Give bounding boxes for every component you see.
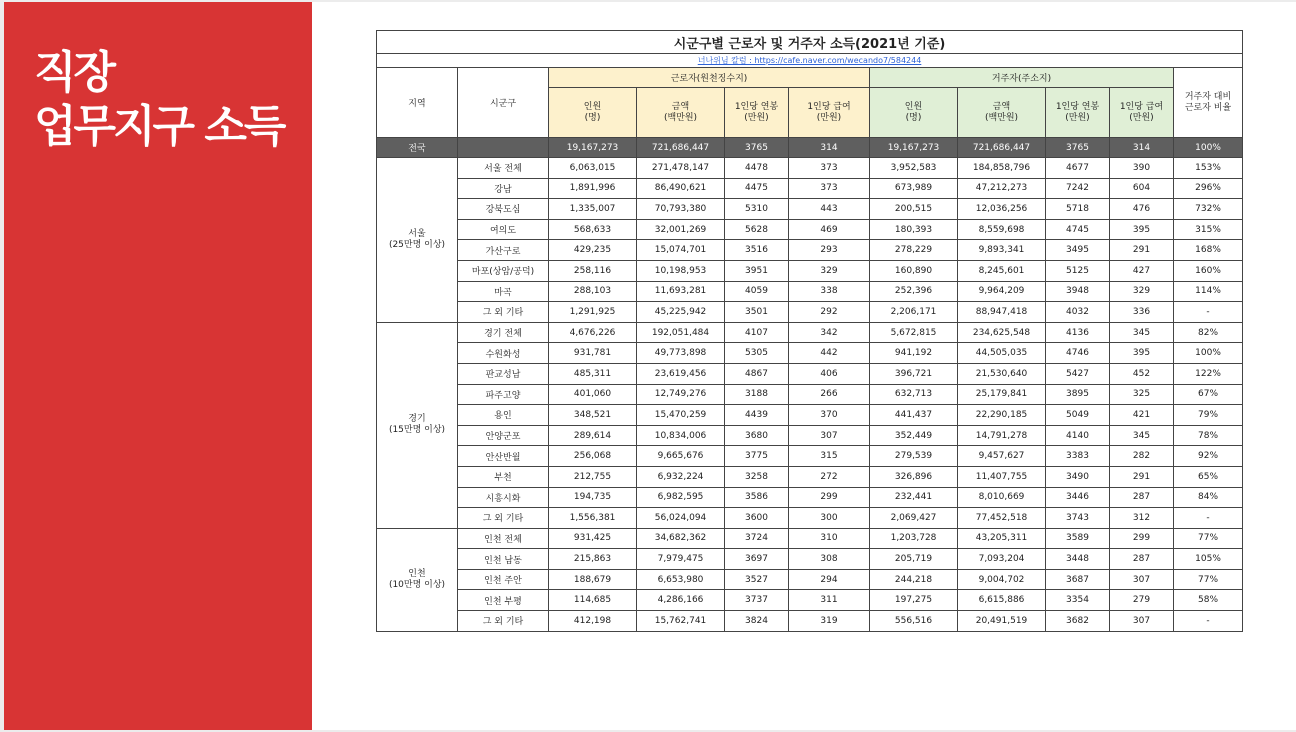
table-cell: 329	[789, 260, 870, 281]
table-cell: 4,676,226	[549, 322, 637, 343]
header-ratio: 거주자 대비 근로자 비율	[1174, 68, 1243, 138]
national-cell: 100%	[1174, 138, 1243, 158]
table-cell: 326,896	[870, 466, 958, 487]
table-row	[377, 199, 1243, 220]
table-cell: 3516	[725, 240, 789, 261]
table-cell: 1,556,381	[549, 508, 637, 529]
table-row	[377, 611, 1243, 632]
table-cell: 45,225,942	[637, 302, 725, 323]
table-cell: 395	[1110, 343, 1174, 364]
table-cell: 9,964,209	[958, 281, 1046, 302]
table-cell: 192,051,484	[637, 322, 725, 343]
region-label: 서울 (25만명 이상)	[377, 158, 458, 323]
table-cell: 370	[789, 405, 870, 426]
table-cell: 604	[1110, 178, 1174, 199]
table-cell: 3737	[725, 590, 789, 611]
national-cell: 3765	[725, 138, 789, 158]
table-cell: 5427	[1046, 363, 1110, 384]
table-cell: 9,457,627	[958, 446, 1046, 467]
table-cell: 5125	[1046, 260, 1110, 281]
table-cell: 312	[1110, 508, 1174, 529]
table-cell: 5049	[1046, 405, 1110, 426]
table-cell: 34,682,362	[637, 528, 725, 549]
table-cell: 307	[1110, 569, 1174, 590]
table-cell: 3446	[1046, 487, 1110, 508]
table-cell: 3188	[725, 384, 789, 405]
table-cell: 14,791,278	[958, 425, 1046, 446]
table-cell: 3448	[1046, 549, 1110, 570]
table-row	[377, 508, 1243, 529]
table-cell: 20,491,519	[958, 611, 1046, 632]
table-cell: 10,198,953	[637, 260, 725, 281]
table-cell: 10,834,006	[637, 425, 725, 446]
header-district: 시군구	[458, 68, 549, 138]
table-cell: 44,505,035	[958, 343, 1046, 364]
table-cell: 673,989	[870, 178, 958, 199]
national-cell: 19,167,273	[549, 138, 637, 158]
table-title: 시군구별 근로자 및 거주자 소득(2021년 기준)	[377, 31, 1243, 54]
table-cell: 15,074,701	[637, 240, 725, 261]
table-cell: 3383	[1046, 446, 1110, 467]
national-cell: 314	[1110, 138, 1174, 158]
table-cell: 160%	[1174, 260, 1243, 281]
table-cell: 315	[789, 446, 870, 467]
table-row	[377, 363, 1243, 384]
district-cell: 그 외 기타	[458, 611, 549, 632]
table-cell: 476	[1110, 199, 1174, 220]
table-cell: 442	[789, 343, 870, 364]
table-cell: 114,685	[549, 590, 637, 611]
table-cell: 88,947,418	[958, 302, 1046, 323]
table-cell: 9,665,676	[637, 446, 725, 467]
national-cell: 721,686,447	[637, 138, 725, 158]
table-cell: 396,721	[870, 363, 958, 384]
table-cell: 310	[789, 528, 870, 549]
table-cell: 6,653,980	[637, 569, 725, 590]
table-cell: 114%	[1174, 281, 1243, 302]
table-cell: 485,311	[549, 363, 637, 384]
table-row	[377, 425, 1243, 446]
table-cell: 3589	[1046, 528, 1110, 549]
table-cell: 3680	[725, 425, 789, 446]
table-row	[377, 528, 1243, 549]
district-cell: 수원화성	[458, 343, 549, 364]
table-cell: 77%	[1174, 569, 1243, 590]
header-worker-amount: 금액 (백만원)	[637, 88, 725, 138]
table-cell: 278,229	[870, 240, 958, 261]
header-resident-group: 거주자(주소지)	[870, 68, 1174, 88]
district-cell: 강남	[458, 178, 549, 199]
district-cell: 인천 주안	[458, 569, 549, 590]
header-resident-amount: 금액 (백만원)	[958, 88, 1046, 138]
table-cell: 4,286,166	[637, 590, 725, 611]
table-cell: 180,393	[870, 219, 958, 240]
table-cell: 3948	[1046, 281, 1110, 302]
table-cell: 200,515	[870, 199, 958, 220]
table-cell: 78%	[1174, 425, 1243, 446]
table-cell: 3682	[1046, 611, 1110, 632]
table-cell: 452	[1110, 363, 1174, 384]
table-cell: 205,719	[870, 549, 958, 570]
table-cell: 11,693,281	[637, 281, 725, 302]
table-cell: 345	[1110, 322, 1174, 343]
table-cell: 188,679	[549, 569, 637, 590]
district-cell: 강북도심	[458, 199, 549, 220]
table-cell: 3354	[1046, 590, 1110, 611]
table-cell: 293	[789, 240, 870, 261]
table-cell: 1,891,996	[549, 178, 637, 199]
table-cell: 3600	[725, 508, 789, 529]
table-cell: 2,069,427	[870, 508, 958, 529]
table-cell: 292	[789, 302, 870, 323]
table-cell: 252,396	[870, 281, 958, 302]
table-row	[377, 549, 1243, 570]
table-cell: 266	[789, 384, 870, 405]
table-cell: 4439	[725, 405, 789, 426]
table-cell: 3775	[725, 446, 789, 467]
header-worker-annual: 1인당 연봉 (만원)	[725, 88, 789, 138]
table-cell: 25,179,841	[958, 384, 1046, 405]
district-cell: 그 외 기타	[458, 302, 549, 323]
table-cell: 287	[1110, 487, 1174, 508]
table-cell: 3951	[725, 260, 789, 281]
table-cell: 232,441	[870, 487, 958, 508]
district-cell: 인천 부평	[458, 590, 549, 611]
table-cell: 289,614	[549, 425, 637, 446]
table-cell: 212,755	[549, 466, 637, 487]
header-resident-monthly: 1인당 급여 (만원)	[1110, 88, 1174, 138]
table-cell: 3490	[1046, 466, 1110, 487]
district-cell: 시흥시화	[458, 487, 549, 508]
table-cell: 43,205,311	[958, 528, 1046, 549]
table-row	[377, 322, 1243, 343]
table-cell: 632,713	[870, 384, 958, 405]
table-cell: 6,063,015	[549, 158, 637, 179]
table-row	[377, 384, 1243, 405]
district-cell: 인천 남동	[458, 549, 549, 570]
table-cell: 15,470,259	[637, 405, 725, 426]
table-cell: 3895	[1046, 384, 1110, 405]
table-cell: 65%	[1174, 466, 1243, 487]
table-cell: 406	[789, 363, 870, 384]
table-cell: 348,521	[549, 405, 637, 426]
table-row	[377, 446, 1243, 467]
table-row	[377, 178, 1243, 199]
table-cell: 8,559,698	[958, 219, 1046, 240]
table-cell: 32,001,269	[637, 219, 725, 240]
table-cell: 325	[1110, 384, 1174, 405]
table-cell: 307	[1110, 611, 1174, 632]
table-cell: 308	[789, 549, 870, 570]
table-cell: 390	[1110, 158, 1174, 179]
income-table	[376, 30, 1243, 632]
table-row	[377, 343, 1243, 364]
table-cell: 931,425	[549, 528, 637, 549]
table-cell: 352,449	[870, 425, 958, 446]
table-cell: 421	[1110, 405, 1174, 426]
header-resident-count: 인원 (명)	[870, 88, 958, 138]
table-cell: 168%	[1174, 240, 1243, 261]
district-cell: 그 외 기타	[458, 508, 549, 529]
table-cell: 7,979,475	[637, 549, 725, 570]
table-cell: 319	[789, 611, 870, 632]
table-row	[377, 260, 1243, 281]
table-cell: 1,291,925	[549, 302, 637, 323]
table-cell: 4136	[1046, 322, 1110, 343]
table-cell: 4745	[1046, 219, 1110, 240]
table-cell: 4032	[1046, 302, 1110, 323]
district-cell: 안산반월	[458, 446, 549, 467]
table-cell: 282	[1110, 446, 1174, 467]
table-cell: 23,619,456	[637, 363, 725, 384]
table-cell: 56,024,094	[637, 508, 725, 529]
table-cell: 77%	[1174, 528, 1243, 549]
district-cell: 여의도	[458, 219, 549, 240]
table-cell: 345	[1110, 425, 1174, 446]
table-cell: 194,735	[549, 487, 637, 508]
table-cell: 732%	[1174, 199, 1243, 220]
table-cell: 3258	[725, 466, 789, 487]
table-cell: 296%	[1174, 178, 1243, 199]
table-cell: 401,060	[549, 384, 637, 405]
table-cell: 3743	[1046, 508, 1110, 529]
district-cell: 부천	[458, 466, 549, 487]
table-cell: 5310	[725, 199, 789, 220]
table-cell: 4867	[725, 363, 789, 384]
source-link[interactable]: 너나위님 칼럼 : https://cafe.naver.com/wecando7/584244	[377, 54, 1243, 68]
header-worker-monthly: 1인당 급여 (만원)	[789, 88, 870, 138]
table-cell: 1,335,007	[549, 199, 637, 220]
table-cell: -	[1174, 611, 1243, 632]
header-worker-group: 근로자(원천징수지)	[549, 68, 870, 88]
sidebar-panel	[4, 2, 312, 730]
table-row	[377, 281, 1243, 302]
table-cell: 941,192	[870, 343, 958, 364]
table-cell: 2,206,171	[870, 302, 958, 323]
table-cell: 6,932,224	[637, 466, 725, 487]
table-cell: 3724	[725, 528, 789, 549]
table-cell: 22,290,185	[958, 405, 1046, 426]
table-cell: 4478	[725, 158, 789, 179]
table-cell: 4746	[1046, 343, 1110, 364]
table-cell: 70,793,380	[637, 199, 725, 220]
table-cell: 4140	[1046, 425, 1110, 446]
table-cell: 8,010,669	[958, 487, 1046, 508]
table-cell: 77,452,518	[958, 508, 1046, 529]
table-cell: 429,235	[549, 240, 637, 261]
table-cell: 5628	[725, 219, 789, 240]
table-cell: 153%	[1174, 158, 1243, 179]
table-cell: 105%	[1174, 549, 1243, 570]
table-cell: 12,749,276	[637, 384, 725, 405]
table-cell: 291	[1110, 466, 1174, 487]
table-cell: 3687	[1046, 569, 1110, 590]
table-cell: 336	[1110, 302, 1174, 323]
table-row	[377, 487, 1243, 508]
table-cell: -	[1174, 302, 1243, 323]
table-cell: 307	[789, 425, 870, 446]
table-cell: 234,625,548	[958, 322, 1046, 343]
table-row	[377, 405, 1243, 426]
table-cell: 279	[1110, 590, 1174, 611]
table-row	[377, 466, 1243, 487]
table-cell: 4107	[725, 322, 789, 343]
district-cell: 마포(상암/공덕)	[458, 260, 549, 281]
table-cell: 7,093,204	[958, 549, 1046, 570]
table-cell: 21,530,640	[958, 363, 1046, 384]
table-cell: 1,203,728	[870, 528, 958, 549]
header-region: 지역	[377, 68, 458, 138]
table-cell: 441,437	[870, 405, 958, 426]
table-cell: 315%	[1174, 219, 1243, 240]
table-cell: 82%	[1174, 322, 1243, 343]
table-body	[377, 158, 1243, 632]
region-label: 경기 (15만명 이상)	[377, 322, 458, 528]
table-cell: 49,773,898	[637, 343, 725, 364]
national-cell: 3765	[1046, 138, 1110, 158]
table-cell: 160,890	[870, 260, 958, 281]
table-cell: 329	[1110, 281, 1174, 302]
table-cell: 47,212,273	[958, 178, 1046, 199]
table-cell: 84%	[1174, 487, 1243, 508]
table-cell: 338	[789, 281, 870, 302]
table-row	[377, 219, 1243, 240]
table-cell: 100%	[1174, 343, 1243, 364]
header-resident-annual: 1인당 연봉 (만원)	[1046, 88, 1110, 138]
table-cell: 469	[789, 219, 870, 240]
table-cell: 58%	[1174, 590, 1243, 611]
table-cell: 287	[1110, 549, 1174, 570]
table-cell: 258,116	[549, 260, 637, 281]
table-cell: 4475	[725, 178, 789, 199]
table-cell: 3824	[725, 611, 789, 632]
national-cell: 721,686,447	[958, 138, 1046, 158]
table-cell: 279,539	[870, 446, 958, 467]
table-cell: 3495	[1046, 240, 1110, 261]
table-cell: 3501	[725, 302, 789, 323]
table-cell: 5305	[725, 343, 789, 364]
table-cell: 443	[789, 199, 870, 220]
district-cell: 인천 전체	[458, 528, 549, 549]
table-cell: 244,218	[870, 569, 958, 590]
table-cell: 300	[789, 508, 870, 529]
table-cell: 197,275	[870, 590, 958, 611]
table-cell: 271,478,147	[637, 158, 725, 179]
table-row	[377, 240, 1243, 261]
table-cell: 3586	[725, 487, 789, 508]
district-cell: 가산구로	[458, 240, 549, 261]
national-cell: 19,167,273	[870, 138, 958, 158]
national-cell	[458, 138, 549, 158]
table-cell: 3,952,583	[870, 158, 958, 179]
district-cell: 서울 전체	[458, 158, 549, 179]
table-cell: 184,858,796	[958, 158, 1046, 179]
table-cell: 556,516	[870, 611, 958, 632]
district-cell: 용인	[458, 405, 549, 426]
table-cell: 12,036,256	[958, 199, 1046, 220]
table-cell: 373	[789, 158, 870, 179]
table-cell: 5718	[1046, 199, 1110, 220]
district-cell: 판교성남	[458, 363, 549, 384]
table-row	[377, 302, 1243, 323]
table-cell: -	[1174, 508, 1243, 529]
table-cell: 122%	[1174, 363, 1243, 384]
table-cell: 299	[789, 487, 870, 508]
table-cell: 5,672,815	[870, 322, 958, 343]
table-cell: 342	[789, 322, 870, 343]
table-cell: 11,407,755	[958, 466, 1046, 487]
table-cell: 86,490,621	[637, 178, 725, 199]
district-cell: 마곡	[458, 281, 549, 302]
table-cell: 291	[1110, 240, 1174, 261]
table-cell: 412,198	[549, 611, 637, 632]
district-cell: 파주고양	[458, 384, 549, 405]
table-cell: 288,103	[549, 281, 637, 302]
table-row	[377, 569, 1243, 590]
table-cell: 6,982,595	[637, 487, 725, 508]
table-cell: 79%	[1174, 405, 1243, 426]
region-label: 인천 (10만명 이상)	[377, 528, 458, 631]
table-cell: 3527	[725, 569, 789, 590]
table-row	[377, 158, 1243, 179]
table-cell: 3697	[725, 549, 789, 570]
table-cell: 7242	[1046, 178, 1110, 199]
header-worker-count: 인원 (명)	[549, 88, 637, 138]
table-cell: 9,004,702	[958, 569, 1046, 590]
table-cell: 4677	[1046, 158, 1110, 179]
district-cell: 경기 전체	[458, 322, 549, 343]
table-cell: 67%	[1174, 384, 1243, 405]
table-cell: 395	[1110, 219, 1174, 240]
national-cell: 전국	[377, 138, 458, 158]
table-cell: 272	[789, 466, 870, 487]
table-cell: 8,245,601	[958, 260, 1046, 281]
table-cell: 9,893,341	[958, 240, 1046, 261]
table-cell: 92%	[1174, 446, 1243, 467]
page-title: 직장 업무지구 소득	[34, 47, 284, 152]
table-cell: 299	[1110, 528, 1174, 549]
table-cell: 373	[789, 178, 870, 199]
district-cell: 안양군포	[458, 425, 549, 446]
national-row	[377, 138, 1243, 158]
national-cell: 314	[789, 138, 870, 158]
table-cell: 15,762,741	[637, 611, 725, 632]
table-cell: 294	[789, 569, 870, 590]
table-cell: 256,068	[549, 446, 637, 467]
table-cell: 931,781	[549, 343, 637, 364]
table-row	[377, 590, 1243, 611]
table-cell: 4059	[725, 281, 789, 302]
table-cell: 427	[1110, 260, 1174, 281]
table-cell: 311	[789, 590, 870, 611]
table-cell: 215,863	[549, 549, 637, 570]
table-cell: 568,633	[549, 219, 637, 240]
table-cell: 6,615,886	[958, 590, 1046, 611]
